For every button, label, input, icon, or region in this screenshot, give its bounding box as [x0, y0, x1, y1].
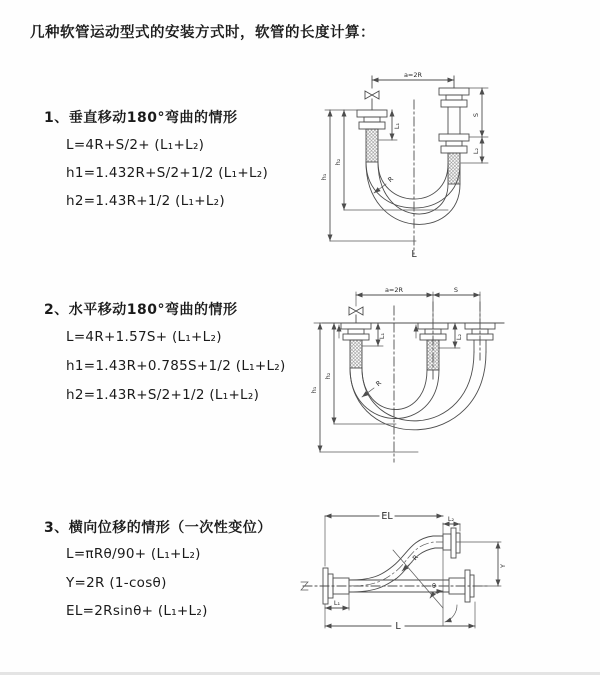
dim-label-r: R	[410, 553, 420, 563]
dim-label-s: S	[472, 112, 480, 118]
dim-label-l2: L₂	[455, 333, 463, 341]
formula-line: L=4R+1.57S+ (L₁+L₂)	[66, 329, 222, 345]
formula-line: EL=2Rsinθ+ (L₁+L₂)	[66, 603, 208, 619]
dim-label-h1: h₁	[320, 173, 328, 181]
section-2-heading: 2、水平移动180°弯曲的情形	[44, 302, 238, 318]
dim-label-span: a=2R	[384, 286, 404, 294]
dim-label-l2: L₂	[472, 147, 480, 155]
dim-label-l1: L₁	[378, 332, 386, 340]
dim-label-r: R	[374, 378, 384, 388]
valve-icon	[365, 91, 379, 110]
dim-label-l1: L₁	[393, 122, 401, 130]
section-1-heading: 1、垂直移动180°弯曲的情形	[44, 110, 238, 126]
dim-label-h2: h₂	[324, 372, 332, 380]
dim-label-l1: L₁	[333, 599, 341, 607]
flange-left	[357, 110, 387, 162]
formula-line: Y=2R (1-cosθ)	[66, 575, 167, 591]
formula-line: h1=1.43R+0.785S+1/2 (L₁+L₂)	[66, 358, 286, 374]
section-3-heading: 3、横向位移的情形（一次性变位）	[44, 520, 272, 536]
hose-curve	[378, 162, 448, 214]
hose-drawing	[301, 516, 501, 628]
flange-right	[439, 88, 469, 184]
dim-label-s: S	[453, 286, 459, 294]
valve-icon	[349, 307, 363, 323]
formula-line: h1=1.432R+S/2+1/2 (L₁+L₂)	[66, 165, 269, 181]
page-title: 几种软管运动型式的安装方式时，软管的长度计算：	[30, 25, 375, 41]
flange-top-moved	[443, 528, 460, 558]
diagram-lateral-displacement	[293, 498, 600, 652]
dim-label-el: EL	[381, 511, 393, 522]
formula-line: L=4R+S/2+ (L₁+L₂)	[66, 137, 205, 153]
formula-line: h2=1.43R+1/2 (L₁+L₂)	[66, 193, 225, 209]
hose-curve	[366, 162, 460, 224]
dim-label-h2: h₂	[334, 158, 342, 166]
dim-label-length: L	[395, 621, 401, 632]
hose-curve	[366, 162, 460, 208]
formula-line: h2=1.43R+S/2+1/2 (L₁+L₂)	[66, 387, 260, 403]
hose-drawing	[325, 76, 488, 254]
dim-label-l2: L₂	[447, 515, 455, 523]
dim-label-length: L	[411, 249, 417, 260]
dim-label-y: Y	[499, 564, 507, 568]
formula-line: L=πRθ/90+ (L₁+L₂)	[66, 546, 201, 562]
dim-label-theta: θ	[432, 582, 436, 590]
hose-curve	[350, 368, 439, 419]
diagram-horizontal-180	[306, 280, 600, 472]
hose-drawing	[314, 292, 504, 462]
dim-label-h1: h₁	[310, 386, 318, 394]
flange-left	[341, 323, 371, 368]
hose-curve	[349, 536, 443, 580]
dim-label-span: a=2R	[403, 71, 423, 79]
hose-curve	[362, 368, 427, 410]
diagram-vertical-180	[312, 64, 597, 264]
flange-middle	[418, 323, 448, 370]
dim-label-r: R	[386, 174, 396, 184]
